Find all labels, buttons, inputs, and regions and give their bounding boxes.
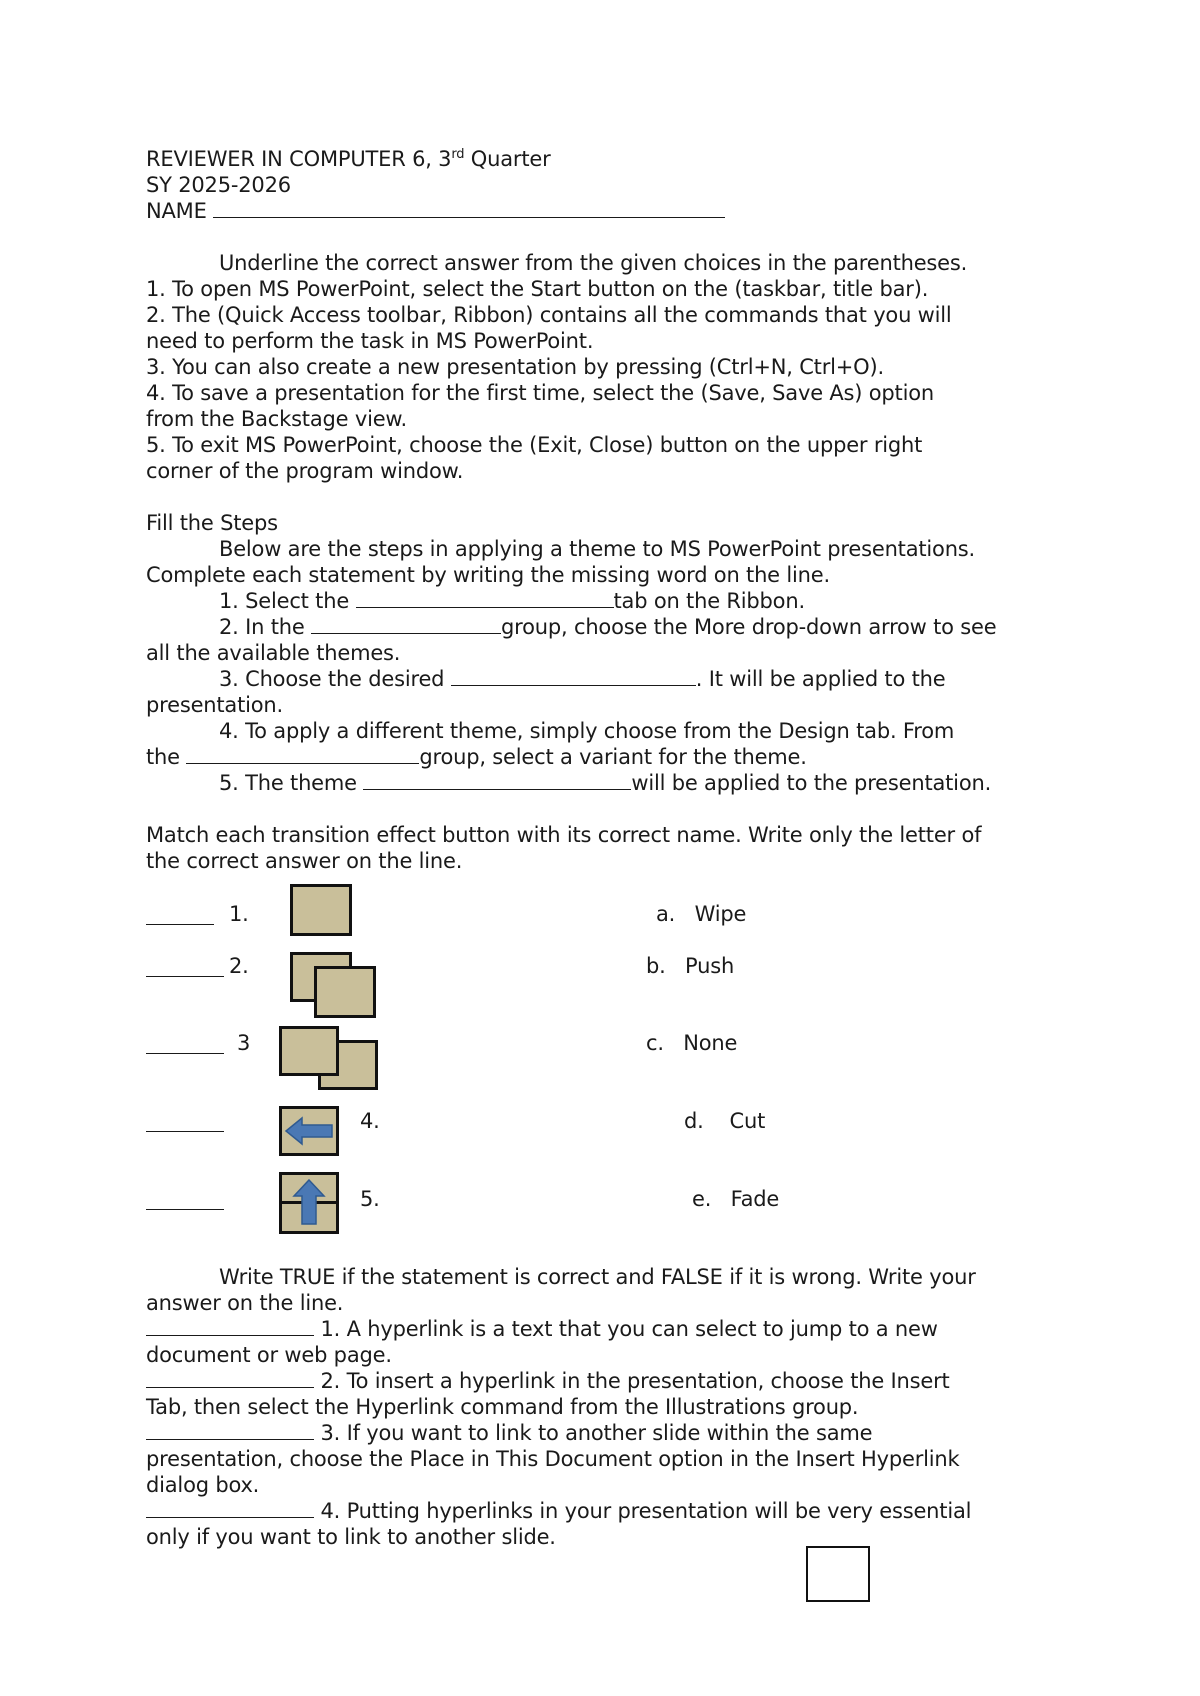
fill-step-3-cont: presentation. [146, 693, 283, 717]
tf-question-1: 1. A hyperlink is a text that you can select to jump to a new [146, 1316, 938, 1342]
underline-line-5: 4. To save a presentation for the first time, select the (Save, Save As) option [146, 381, 934, 405]
none-transition-icon [290, 884, 352, 936]
match-number-4: 4. [360, 1109, 380, 1133]
match-number-5: 5. [360, 1187, 380, 1211]
tf-question-3-cont: presentation, choose the Place in This Document option in the Insert Hyperlink [146, 1447, 960, 1471]
tf-instruction-2: answer on the line. [146, 1291, 344, 1315]
underline-instruction: Underline the correct answer from the given choices in the parentheses. [219, 251, 968, 275]
fade-transition-icon [314, 966, 376, 1018]
name-row [146, 198, 725, 224]
tf-blank-1[interactable] [146, 1317, 314, 1336]
fill-step-2-cont: all the available themes. [146, 641, 401, 665]
match-answer-blank-3[interactable] [146, 1035, 224, 1054]
underline-line-1: 1. To open MS PowerPoint, select the Start button on the (taskbar, title bar). [146, 277, 929, 301]
underline-line-6: from the Backstage view. [146, 407, 407, 431]
fill-step-4: 4. To apply a different theme, simply choose from the Design tab. From [219, 719, 955, 743]
fill-blank-2[interactable] [311, 615, 501, 634]
fill-blank-5[interactable] [363, 771, 631, 790]
match-choice-a: a. Wipe [656, 902, 747, 926]
fill-heading: Fill the Steps [146, 511, 278, 535]
tf-question-1-cont: document or web page. [146, 1343, 392, 1367]
tf-question-2-cont: Tab, then select the Hyperlink command from the Illustrations group. [146, 1395, 859, 1419]
fill-step-1: 1. Select the tab on the Ribbon. [219, 589, 805, 613]
tf-question-3: 3. If you want to link to another slide within the same [146, 1420, 872, 1446]
tf-blank-2[interactable] [146, 1369, 314, 1388]
tf-instruction-1: Write TRUE if the statement is correct and FALSE if it is wrong. Write your [219, 1265, 976, 1289]
match-instruction-2: the correct answer on the line. [146, 849, 463, 873]
tf-blank-3[interactable] [146, 1421, 314, 1440]
fill-blank-1[interactable] [356, 589, 614, 608]
underline-line-4: 3. You can also create a new presentation by pressing (Ctrl+N, Ctrl+O). [146, 355, 884, 379]
match-answer-blank-5[interactable] [146, 1191, 224, 1210]
fill-step-3: 3. Choose the desired . It will be applied to the [219, 667, 946, 691]
match-choice-e: e. Fade [692, 1187, 780, 1211]
match-number-2: 2. [229, 954, 249, 978]
fill-intro-1: Below are the steps in applying a theme to MS PowerPoint presentations. [219, 537, 976, 561]
tf-blank-4[interactable] [146, 1499, 314, 1518]
left-arrow-icon [282, 1110, 336, 1152]
cut-transition-icon [279, 1026, 339, 1076]
fill-blank-4[interactable] [186, 745, 419, 764]
tf-question-4-cont: only if you want to link to another slide. [146, 1525, 556, 1549]
tf-question-2: 2. To insert a hyperlink in the presentation, choose the Insert [146, 1368, 950, 1394]
name-label: NAME [146, 199, 207, 223]
match-choice-b: b. Push [646, 954, 735, 978]
fill-step-5: 5. The theme will be applied to the presentation. [219, 771, 992, 795]
underline-line-2: 2. The (Quick Access toolbar, Ribbon) contains all the commands that you will [146, 303, 952, 327]
match-answer-blank-4[interactable] [146, 1113, 224, 1132]
match-number-3: 3 [237, 1031, 251, 1055]
match-answer-blank-1[interactable] [146, 906, 214, 925]
underline-line-7: 5. To exit MS PowerPoint, choose the (Exit, Close) button on the upper right [146, 433, 923, 457]
underline-line-3: need to perform the task in MS PowerPoint. [146, 329, 594, 353]
match-instruction-1: Match each transition effect button with its correct name. Write only the letter of [146, 823, 982, 847]
name-blank-line[interactable] [213, 199, 725, 218]
title-superscript: rd [451, 147, 465, 162]
empty-box [806, 1546, 870, 1602]
fill-blank-3[interactable] [451, 667, 696, 686]
up-arrow-icon [290, 1178, 328, 1228]
match-number-1: 1. [229, 902, 249, 926]
tf-question-3-cont-2: dialog box. [146, 1473, 260, 1497]
school-year: SY 2025-2026 [146, 173, 291, 197]
match-choice-c: c. None [646, 1031, 738, 1055]
tf-question-4: 4. Putting hyperlinks in your presentation will be very essential [146, 1498, 971, 1524]
worksheet-title: REVIEWER IN COMPUTER 6, 3rd Quarter [146, 147, 551, 171]
fill-intro-2: Complete each statement by writing the missing word on the line. [146, 563, 830, 587]
fill-step-4-cont: the group, select a variant for the theme. [146, 745, 807, 769]
match-choice-d: d. Cut [684, 1109, 766, 1133]
underline-line-8: corner of the program window. [146, 459, 464, 483]
fill-step-2: 2. In the group, choose the More drop-down arrow to see [219, 615, 997, 639]
match-answer-blank-2[interactable] [146, 958, 224, 977]
